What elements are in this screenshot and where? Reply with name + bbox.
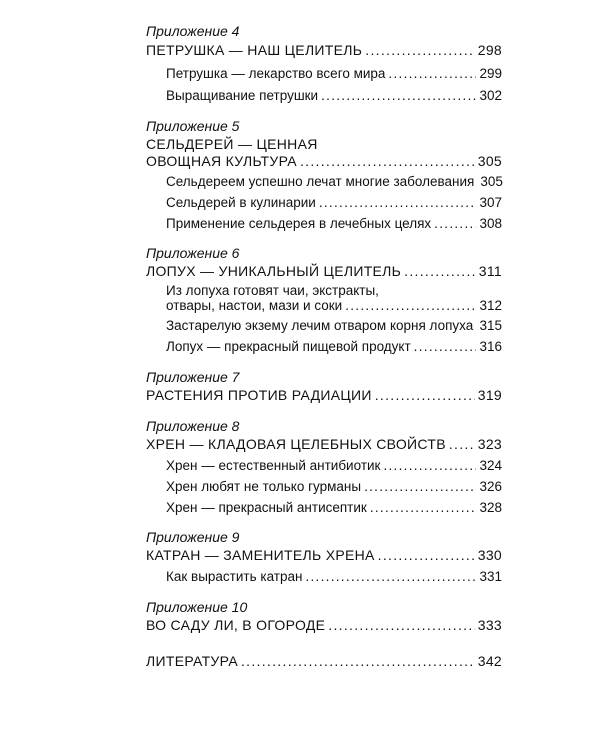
dot-leader (375, 386, 475, 404)
appendix-label: Приложение 5 (146, 118, 240, 134)
toc-entry-sub[interactable] (166, 457, 502, 475)
dot-leader (319, 194, 477, 212)
entry-title-line[interactable]: СЕЛЬДЕРЕЙ — ЦЕННАЯ (146, 136, 318, 152)
dot-leader (370, 499, 477, 517)
entry-page: 305 (477, 153, 502, 169)
entry-page: 307 (479, 195, 502, 210)
entry-page: 312 (479, 298, 502, 313)
entry-title: Как вырастить катран (166, 569, 303, 584)
entry-page: 324 (479, 458, 502, 473)
entry-page: 311 (478, 263, 502, 279)
toc-entry-sub[interactable] (166, 297, 502, 315)
entry-page: 315 (479, 318, 502, 333)
toc-entry-main[interactable] (146, 435, 502, 453)
toc-entry-main[interactable] (146, 262, 502, 280)
entry-page: 299 (479, 66, 502, 81)
entry-page: 323 (477, 436, 502, 452)
appendix-label: Приложение 10 (146, 599, 248, 615)
dot-leader (328, 616, 474, 634)
entry-title: Застарелую экзему лечим отваром корня лопуха (166, 318, 474, 333)
entry-page: 328 (479, 500, 502, 515)
entry-title-line[interactable]: Из лопуха готовят чаи, экстракты, (166, 283, 379, 298)
entry-page: 342 (477, 653, 502, 669)
appendix-label: Приложение 4 (146, 23, 240, 39)
dot-leader (321, 87, 476, 105)
entry-page: 316 (479, 339, 502, 354)
entry-title: Петрушка — лекарство всего мира (166, 66, 386, 81)
entry-page: 330 (477, 547, 502, 563)
entry-page: 305 (480, 174, 503, 189)
dot-leader (434, 215, 476, 233)
entry-title: ОВОЩНАЯ КУЛЬТУРА (146, 153, 297, 169)
dot-leader (345, 297, 476, 315)
dot-leader (414, 338, 477, 356)
appendix-label: Приложение 7 (146, 369, 240, 385)
toc-entry-sub[interactable] (166, 173, 502, 191)
toc-entry-sub[interactable] (166, 317, 502, 335)
toc-entry-sub[interactable] (166, 215, 502, 233)
entry-title: ПЕТРУШКА — НАШ ЦЕЛИТЕЛЬ (146, 42, 363, 58)
appendix-label: Приложение 8 (146, 418, 240, 434)
entry-title: Применение сельдерея в лечебных целях (166, 216, 432, 231)
dot-leader (300, 152, 475, 170)
appendix-label: Приложение 6 (146, 245, 240, 261)
toc-entry-sub[interactable] (166, 194, 502, 212)
entry-title: отвары, настои, мази и соки (166, 298, 343, 313)
entry-title: ХРЕН — КЛАДОВАЯ ЦЕЛЕБНЫХ СВОЙСТВ (146, 436, 446, 452)
entry-page: 326 (479, 479, 502, 494)
entry-page: 333 (477, 617, 502, 633)
dot-leader (383, 457, 476, 475)
dot-leader (449, 435, 475, 453)
entry-title: КАТРАН — ЗАМЕНИТЕЛЬ ХРЕНА (146, 547, 375, 563)
toc-entry-sub[interactable] (166, 568, 502, 586)
dot-leader (364, 478, 476, 496)
entry-title: Лопух — прекрасный пищевой продукт (166, 339, 411, 354)
entry-page: 302 (479, 88, 502, 103)
entry-page: 298 (477, 42, 502, 58)
toc-entry-sub[interactable] (166, 499, 502, 517)
entry-title: Сельдереем успешно лечат многие заболевания (166, 174, 475, 189)
entry-page: 308 (479, 216, 502, 231)
toc-entry-sub[interactable] (166, 65, 502, 83)
dot-leader (305, 568, 476, 586)
entry-title: РАСТЕНИЯ ПРОТИВ РАДИАЦИИ (146, 387, 372, 403)
dot-leader (378, 546, 475, 564)
toc-entry-sub[interactable] (166, 478, 502, 496)
toc-entry-main[interactable] (146, 41, 502, 59)
dot-leader (388, 65, 476, 83)
toc-entry-sub[interactable] (166, 338, 502, 356)
toc-entry-main[interactable] (146, 616, 502, 634)
toc-entry-main[interactable] (146, 386, 502, 404)
dot-leader (404, 262, 476, 280)
entry-title: Хрен — прекрасный антисептик (166, 500, 367, 515)
entry-page: 331 (479, 569, 502, 584)
toc-entry-sub[interactable] (166, 87, 502, 105)
toc-entry-literature[interactable] (146, 652, 502, 670)
dot-leader (241, 652, 475, 670)
entry-title: Хрен любят не только гурманы (166, 479, 362, 494)
dot-leader (365, 41, 474, 59)
entry-title: Выращивание петрушки (166, 88, 319, 103)
toc-entry-main[interactable] (146, 546, 502, 564)
entry-title: ВО САДУ ЛИ, В ОГОРОДЕ (146, 617, 326, 633)
entry-title: Хрен — естественный антибиотик (166, 458, 381, 473)
entry-title: ЛИТЕРАТУРА (146, 653, 238, 669)
toc-entry-main[interactable] (146, 152, 502, 170)
entry-title: Сельдерей в кулинарии (166, 195, 316, 210)
entry-title: ЛОПУХ — УНИКАЛЬНЫЙ ЦЕЛИТЕЛЬ (146, 263, 402, 279)
appendix-label: Приложение 9 (146, 529, 240, 545)
entry-page: 319 (477, 387, 502, 403)
